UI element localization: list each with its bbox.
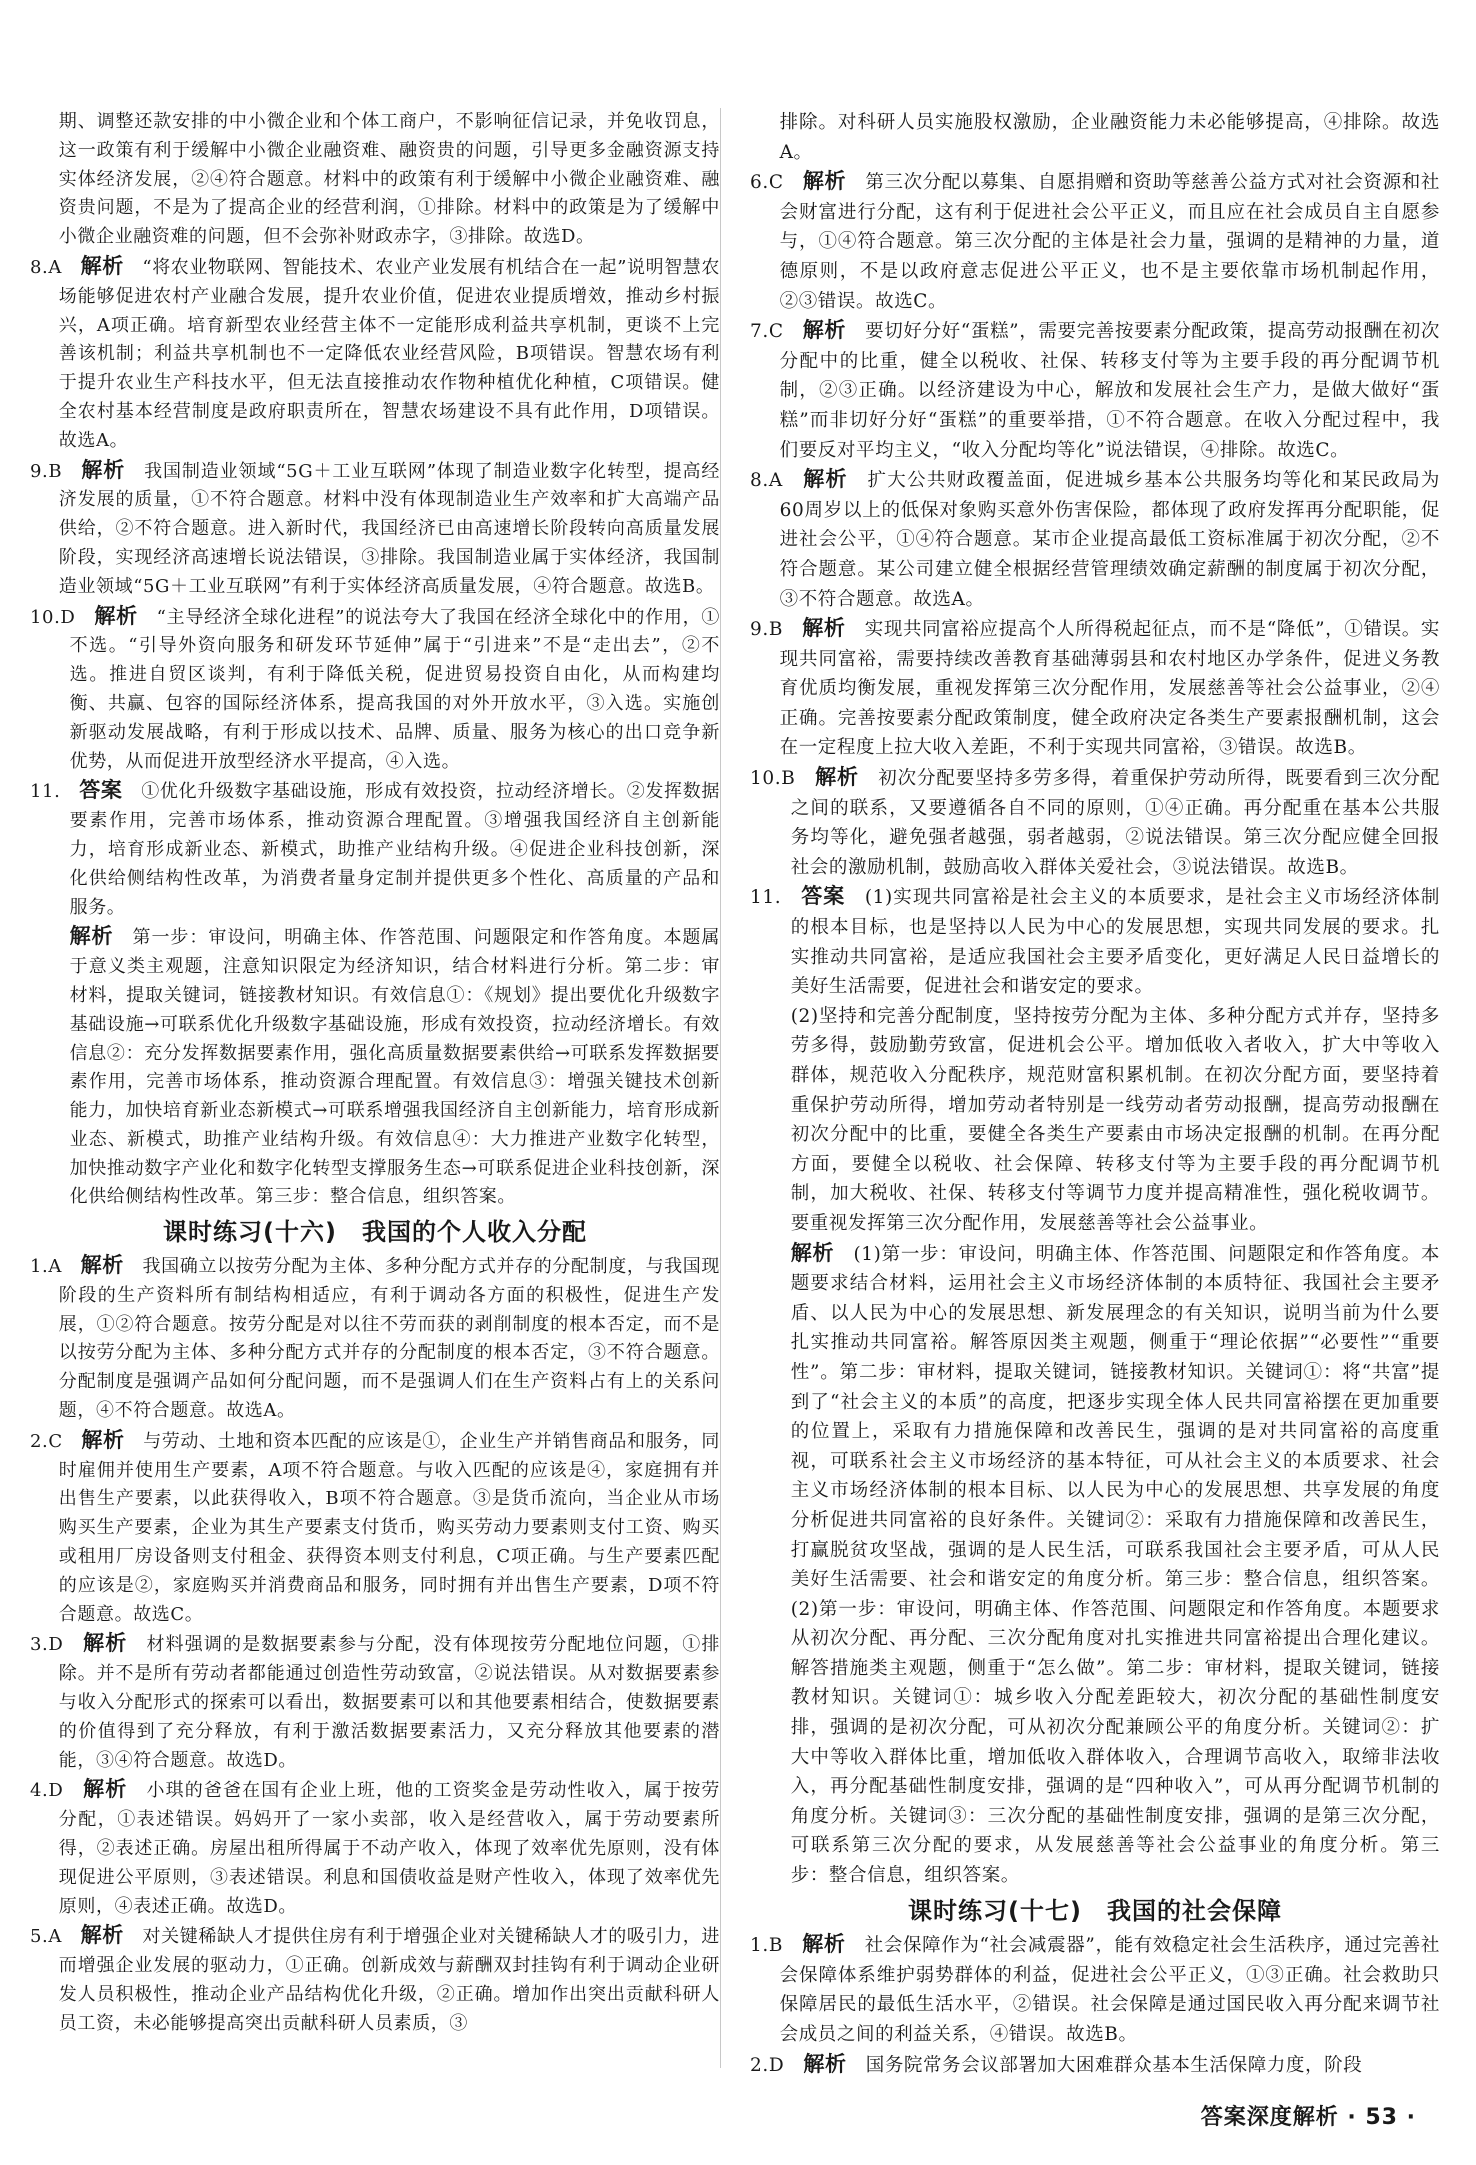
item-number: 10.B bbox=[750, 768, 796, 790]
section-heading-16: 课时练习(十六) 我国的个人收入分配 bbox=[163, 1218, 587, 1247]
item-number: 5.A bbox=[30, 1926, 62, 1948]
analysis-label: 解析 bbox=[80, 253, 124, 278]
answer-label: 答案 bbox=[79, 778, 123, 803]
item-number: 9.B bbox=[30, 460, 63, 482]
item-number: 3.D bbox=[30, 1634, 64, 1656]
item-number: 10.D bbox=[30, 606, 76, 628]
column-divider bbox=[720, 108, 721, 2068]
item-text: 第三次分配以募集、自愿捐赠和资助等慈善公益方式对社会资源和社会财富进行分配，这有利于促进社会公平正义，而且应在社会成员自主自愿参与，①④符合题意。第三次分配的主体是社会力量，强调的是精神的力量，道德原则，不是以政府意志促进公平正义，也不是主要依靠市场机制起作用，②③错误。故选C。 bbox=[779, 172, 1440, 312]
item-text: 我国确立以按劳分配为主体、多种分配方式并存的分配制度，与我国现阶段的生产资料所有制结构相适应，有利于调动各方面的积极性，促进生产发展，①②符合题意。按劳分配是对以往不劳而获的剥削制度的根本否定，而不是以按劳分配为主体、多种分配方式并存的分配制度的根本否定，③不符合题意。分配制度是强调产品如何分配问题，而不是强调人们在生产资料占有上的关系问题，④不符合题意。故选A。 bbox=[58, 1256, 720, 1422]
item-text: 对关键稀缺人才提供住房有利于增强企业对关键稀缺人才的吸引力，进而增强企业发展的驱动力，①正确。创新成效与薪酬双封挂钩有利于调动企业研发人员积极性，推动企业产品结构优化升级，②正确。增加作出突出贡献科研人员工资，未必能够提高突出贡献科研人员素质，③ bbox=[58, 1926, 720, 2034]
item-number: 7.C bbox=[750, 321, 784, 343]
analysis-label: 解析 bbox=[81, 1427, 125, 1452]
item-text: (1)实现共同富裕是社会主义的本质要求，是社会主义市场经济体制的根本目标，也是坚持以人民为中心的发展思想，实现共同发展的要求。扎实推动共同富裕，是适应我国社会主要矛盾变化，更好满足人民日益增长的美好生活需要，促进社会和谐安定的要求。 bbox=[790, 887, 1440, 998]
answer-item-16-7 bbox=[750, 316, 1440, 465]
page-footer: 答案深度解析 · 53 · bbox=[1200, 2105, 1416, 2130]
analysis-label: 解析 bbox=[83, 1777, 128, 1802]
item-number: 1.A bbox=[30, 1256, 62, 1278]
analysis-label: 解析 bbox=[80, 1253, 124, 1278]
answer-item-11 bbox=[30, 776, 720, 922]
item-text: “主导经济全球化进程”的说法夸大了我国在经济全球化中的作用，①不选。“引导外资向服务和研发环节延伸”属于“引进来”不是“走出去”，②不选。推进自贸区谈判，有利于降低关税，促进贸易投资自由化，从而构建均衡、共赢、包容的国际经济体系，提高我国的对外开放水平，③入选。实施创新驱动发展战略，有利于形成以技术、品牌、质量、服务为核心的出口竞争新优势，从而促进开放型经济水平提高，④入选。 bbox=[69, 606, 720, 772]
analysis-label: 解析 bbox=[815, 765, 859, 790]
answer-item-17-1 bbox=[750, 1930, 1440, 2049]
answer-item-16-11 bbox=[750, 882, 1440, 1001]
answer-item-16-8 bbox=[750, 465, 1440, 614]
answer-item-16-4 bbox=[30, 1775, 720, 1921]
answer-item-17-2 bbox=[750, 2050, 1440, 2081]
item-text: 扩大公共财政覆盖面，促进城乡基本公共服务均等化和某民政局为60周岁以上的低保对象购买意外伤害保险，都体现了政府发挥再分配职能，促进社会公平，①④符合题意。某市企业提高最低工资标准属于初次分配，②不符合题意。某公司建立健全根据经营管理绩效确定薪酬的制度属于初次分配，③不符合题意。故选A。 bbox=[779, 470, 1440, 610]
item-number: 8.A bbox=[30, 256, 62, 278]
answer-item-16-5 bbox=[30, 1921, 720, 2038]
answer-item-11-analysis bbox=[30, 922, 720, 1212]
answer-item-16-10 bbox=[750, 763, 1440, 882]
answer-item-16-6 bbox=[750, 167, 1440, 316]
analysis-label: 解析 bbox=[83, 1631, 128, 1656]
item-number: 8.A bbox=[750, 470, 783, 492]
item-text: 要切好分好“蛋糕”，需要完善按要素分配政策，提高劳动报酬在初次分配中的比重，健全以税收、社保、转移支付等为主要手段的再分配调节机制，②③正确。以经济建设为中心，解放和发展社会生产力，是做大做好“蛋糕”而非切好分好“蛋糕”的重要举措，①不符合题意。在收入分配过程中，我们要反对平均主义，“收入分配均等化”说法错误，④排除。故选C。 bbox=[779, 321, 1440, 461]
answer-item-16-1 bbox=[30, 1251, 720, 1426]
item-text: 小琪的爸爸在国有企业上班，他的工资奖金是劳动性收入，属于按劳分配，①表述错误。妈妈开了一家小卖部，收入是经营收入，属于劳动要素所得，②表述正确。房屋出租所得属于不动产收入，体现了效率优先原则，没有体现促进公平原则，③表述错误。利息和国债收益是财产性收入，体现了效率优先原则，④表述正确。故选D。 bbox=[58, 1780, 720, 1917]
item-number: 11. bbox=[750, 887, 782, 909]
item-number: 2.C bbox=[30, 1430, 63, 1452]
answer-label: 答案 bbox=[801, 884, 846, 909]
item-text: 社会保障作为“社会减震器”，能有效稳定社会生活秩序，通过完善社会保障体系维护弱势群体的利益，促进社会公平正义，①③正确。社会救助只保障居民的最低生活水平，②错误。社会保障是通过国民收入再分配来调节社会成员之间的利益关系，④错误。故选B。 bbox=[779, 1935, 1440, 2045]
paragraph: 排除。对科研人员实施股权激励，企业融资能力未必能够提高，④排除。故选A。 bbox=[779, 112, 1440, 163]
analysis-label: 解析 bbox=[803, 467, 848, 492]
analysis-label: 解析 bbox=[80, 1923, 124, 1948]
item-text: 初次分配要坚持多劳多得，着重保护劳动所得，既要看到三次分配之间的联系，又要遵循各自不同的原则，①④正确。再分配重在基本公共服务均等化，避免强者越强，弱者越弱，②说法错误。第三次分配应健全回报社会的激励机制，鼓励高收入群体关爱社会，③说法错误。故选B。 bbox=[790, 768, 1441, 878]
answer-item-9 bbox=[30, 456, 720, 602]
answer-item-16-11-analysis bbox=[750, 1239, 1440, 1891]
item-text: 我国制造业领域“5G＋工业互联网”体现了制造业数字化转型，提高经济发展的质量，①不符合题意。材料中没有体现制造业生产效率和扩大高端产品供给，②不符合题意。进入新时代，我国经济已由高速增长阶段转向高质量发展阶段，实现经济高速增长说法错误，③排除。我国制造业属于实体经济，我国制造业领域“5G＋工业互联网”有利于实体经济高质量发展，④符合题意。故选B。 bbox=[58, 460, 721, 597]
analysis-label: 解析 bbox=[790, 1240, 835, 1265]
answer-item-10 bbox=[30, 602, 720, 777]
analysis-label: 解析 bbox=[803, 2051, 847, 2076]
item-text: “将农业物联网、智能技术、农业产业发展有机结合在一起”说明智慧农场能够促进农村产业融合发展，提升农业价值，促进农业提质增效，推动乡村振兴，A项正确。培育新型农业经营主体不一定能形成利益共享机制，更谈不上完善该机制；利益共享机制也不一定降低农业经营风险，B项错误。智慧农场有利于提升农业生产科技水平，但无法直接推动农作物种植优化种植，C项错误。健全农村基本经营制度是政府职责所在，智慧农场建设不具有此作用，D项错误。故选A。 bbox=[58, 256, 721, 451]
item-text: 与劳动、土地和资本匹配的应该是①，企业生产并销售商品和服务，同时雇佣并使用生产要素，A项不符合题意。与收入匹配的应该是④，家庭拥有并出售生产要素，以此获得收入，B项不符合题意。③是货币流向，当企业从市场购买生产要素，企业为其生产要素支付货币，购买劳动力要素则支付工资、购买或租用厂房设备则支付租金、获得资本则支付利息，C项正确。与生产要素匹配的应该是②，家庭购买并消费商品和服务，同时拥有并出售生产要素，D项不符合题意。故选C。 bbox=[58, 1430, 720, 1625]
item-text: 国务院常务会议部署加大困难群众基本生活保障力度，阶段 bbox=[865, 2054, 1363, 2076]
item-number: 9.B bbox=[750, 619, 784, 641]
item-text: 材料强调的是数据要素参与分配，没有体现按劳分配地位问题，①排除。并不是所有劳动者都能通过创造性劳动致富，②说法错误。从对数据要素参与收入分配形式的探索可以看出，数据要素可以和其他要素相结合，使数据要素的价值得到了充分释放，有利于激活数据要素活力，又充分释放其他要素的潜能，③④符合题意。故选D。 bbox=[58, 1634, 720, 1771]
answer-item-16-9 bbox=[750, 614, 1440, 763]
answer-item-16-11-part2: (2)坚持和完善分配制度，坚持按劳分配为主体、多种分配方式并存，坚持多劳多得，鼓励勤劳致富，促进机会公平。增加低收入者收入，扩大中等收入群体，规范收入分配秩序，规范财富积累机制。在初次分配方面，要坚持着重保护劳动所得，增加劳动者特别是一线劳动者劳动报酬，提高劳动报酬在初次分配中的比重，要健全各类生产要素由市场决定报酬的机制。在再分配方面，要健全以税收、社会保障、转移支付等为主要手段的再分配调节机制，加大税收、社保、转移支付等调节力度并提高精准性，强化税收调节。要重视发挥第三次分配作用，发展慈善等社会公益事业。 bbox=[790, 1005, 1440, 1234]
analysis-label: 解析 bbox=[802, 169, 847, 194]
item-text: 第一步：审设问，明确主体、作答范围、问题限定和作答角度。本题属于意义类主观题，注意知识限定为经济知识，结合材料进行分析。第二步：审材料，提取关键词，链接教材知识。有效信息①：《规划》提出要优化升级数字基础设施→可联系优化升级数字基础设施，形成有效投资，拉动经济增长。有效信息②：充分发挥数据要素作用，强化高质量数据要素供给→可联系发挥数据要素作用，完善市场体系，推动资源合理配置。有效信息③：增强关键技术创新能力，加快培育新业态新模式→可联系增强我国经济自主创新能力，培育形成新业态、新模式，助推产业结构升级。有效信息④：大力推进产业数字化转型，加快推动数字产业化和数字化转型支撑服务生态→可联系促进企业科技创新，深化供给侧结构性改革。第三步：整合信息，组织答案。 bbox=[69, 927, 720, 1208]
item-text: 实现共同富裕应提高个人所得税起征点，而不是“降低”，①错误。实现共同富裕，需要持续改善教育基础薄弱县和农村地区办学条件，促进义务教育优质均衡发展，重视发挥第三次分配作用，发展慈善等社会公益事业，②④正确。完善按要素分配政策制度，健全政府决定各类生产要素报酬机制，这会在一定程度上拉大收入差距，不利于实现共同富裕，③错误。故选B。 bbox=[779, 619, 1440, 759]
item-number: 2.D bbox=[750, 2054, 785, 2076]
answer-item-8 bbox=[30, 252, 720, 456]
item-number: 4.D bbox=[30, 1780, 64, 1802]
analysis-label: 解析 bbox=[802, 1932, 846, 1957]
analysis-label: 解析 bbox=[81, 457, 126, 482]
item-number: 1.B bbox=[750, 1935, 784, 1957]
answer-item-16-2 bbox=[30, 1426, 720, 1630]
analysis-label: 解析 bbox=[802, 318, 847, 343]
section-heading-17: 课时练习(十七) 我国的社会保障 bbox=[908, 1896, 1282, 1925]
analysis-label: 解析 bbox=[802, 616, 846, 641]
analysis-label: 解析 bbox=[94, 603, 138, 628]
item-number: 11. bbox=[30, 781, 61, 803]
item-text: (1)第一步：审设问，明确主体、作答范围、问题限定和作答角度。本题要求结合材料，运用社会主义市场经济体制的本质特征、我国社会主要矛盾、以人民为中心的发展思想、新发展理念的有关知识，说明当前为什么要扎实推动共同富裕。解答原因类主观题，侧重于“理论依据”“必要性”“重要性”。第二步：审材料，提取关键词，链接教材知识。关键词①：将“共富”提到了“社会主义的本质”的高度，把逐步实现全体人民共同富裕摆在更加重要的位置上，采取有力措施保障和改善民生，强调的是对共同富裕的高度重视，可联系社会主义市场经济的基本特征，可从社会主义的本质要求、社会主义市场经济体制的根本目标、以人民为中心的发展思想、共享发展的角度分析促进共同富裕的良好条件。关键词②：采取有力措施保障和改善民生，打赢脱贫攻坚战，强调的是人民生活，可联系我国社会主要矛盾，可从人民美好生活需要、社会和谐安定的角度分析。第三步：整合信息，组织答案。(2)第一步：审设问，明确主体、作答范围、问题限定和作答角度。本题要求从初次分配、再分配、三次分配角度对扎实推进共同富裕提出合理化建议。解答措施类主观题，侧重于“怎么做”。第二步：审材料，提取关键词，链接教材知识。关键词①：城乡收入分配差距较大，初次分配的基础性制度安排，强调的是初次分配，可从初次分配兼顾公平的角度分析。关键词②：扩大中等收入群体比重，增加低收入群体收入，合理调节高收入，取缔非法收入，再分配基础性制度安排，强调的是“四种收入”，可从再分配调节机制的角度分析。关键词③：三次分配的基础性制度安排，强调的是第三次分配，可联系第三次分配的要求，从发展慈善等社会公益事业的角度分析。第三步：整合信息，组织答案。 bbox=[790, 1243, 1440, 1887]
left-column bbox=[30, 108, 720, 2039]
answer-item-16-3 bbox=[30, 1629, 720, 1775]
item-text: ①优化升级数字基础设施，形成有效投资，拉动经济增长。②发挥数据要素作用，完善市场体系，推动资源合理配置。③增强我国经济自主创新能力，培育形成新业态、新模式，助推产业结构升级。④促进企业科技创新，深化供给侧结构性改革，为消费者量身定制并提供更多个性化、高质量的产品和服务。 bbox=[69, 781, 721, 918]
right-column bbox=[750, 108, 1440, 2080]
item-number: 6.C bbox=[750, 172, 784, 194]
analysis-label: 解析 bbox=[69, 924, 114, 949]
paragraph: 期、调整还款安排的中小微企业和个体工商户，不影响征信记录，并免收罚息，这一政策有利于缓解中小微企业融资难、融资贵的问题，引导更多金融资源支持实体经济发展，②④符合题意。材料中的政策有利于缓解中小微企业融资难、融资贵问题，不是为了提高企业的经营利润，①排除。材料中的政策是为了缓解中小微企业融资难的问题，但不会弥补财政赤字，③排除。故选D。 bbox=[58, 111, 720, 248]
